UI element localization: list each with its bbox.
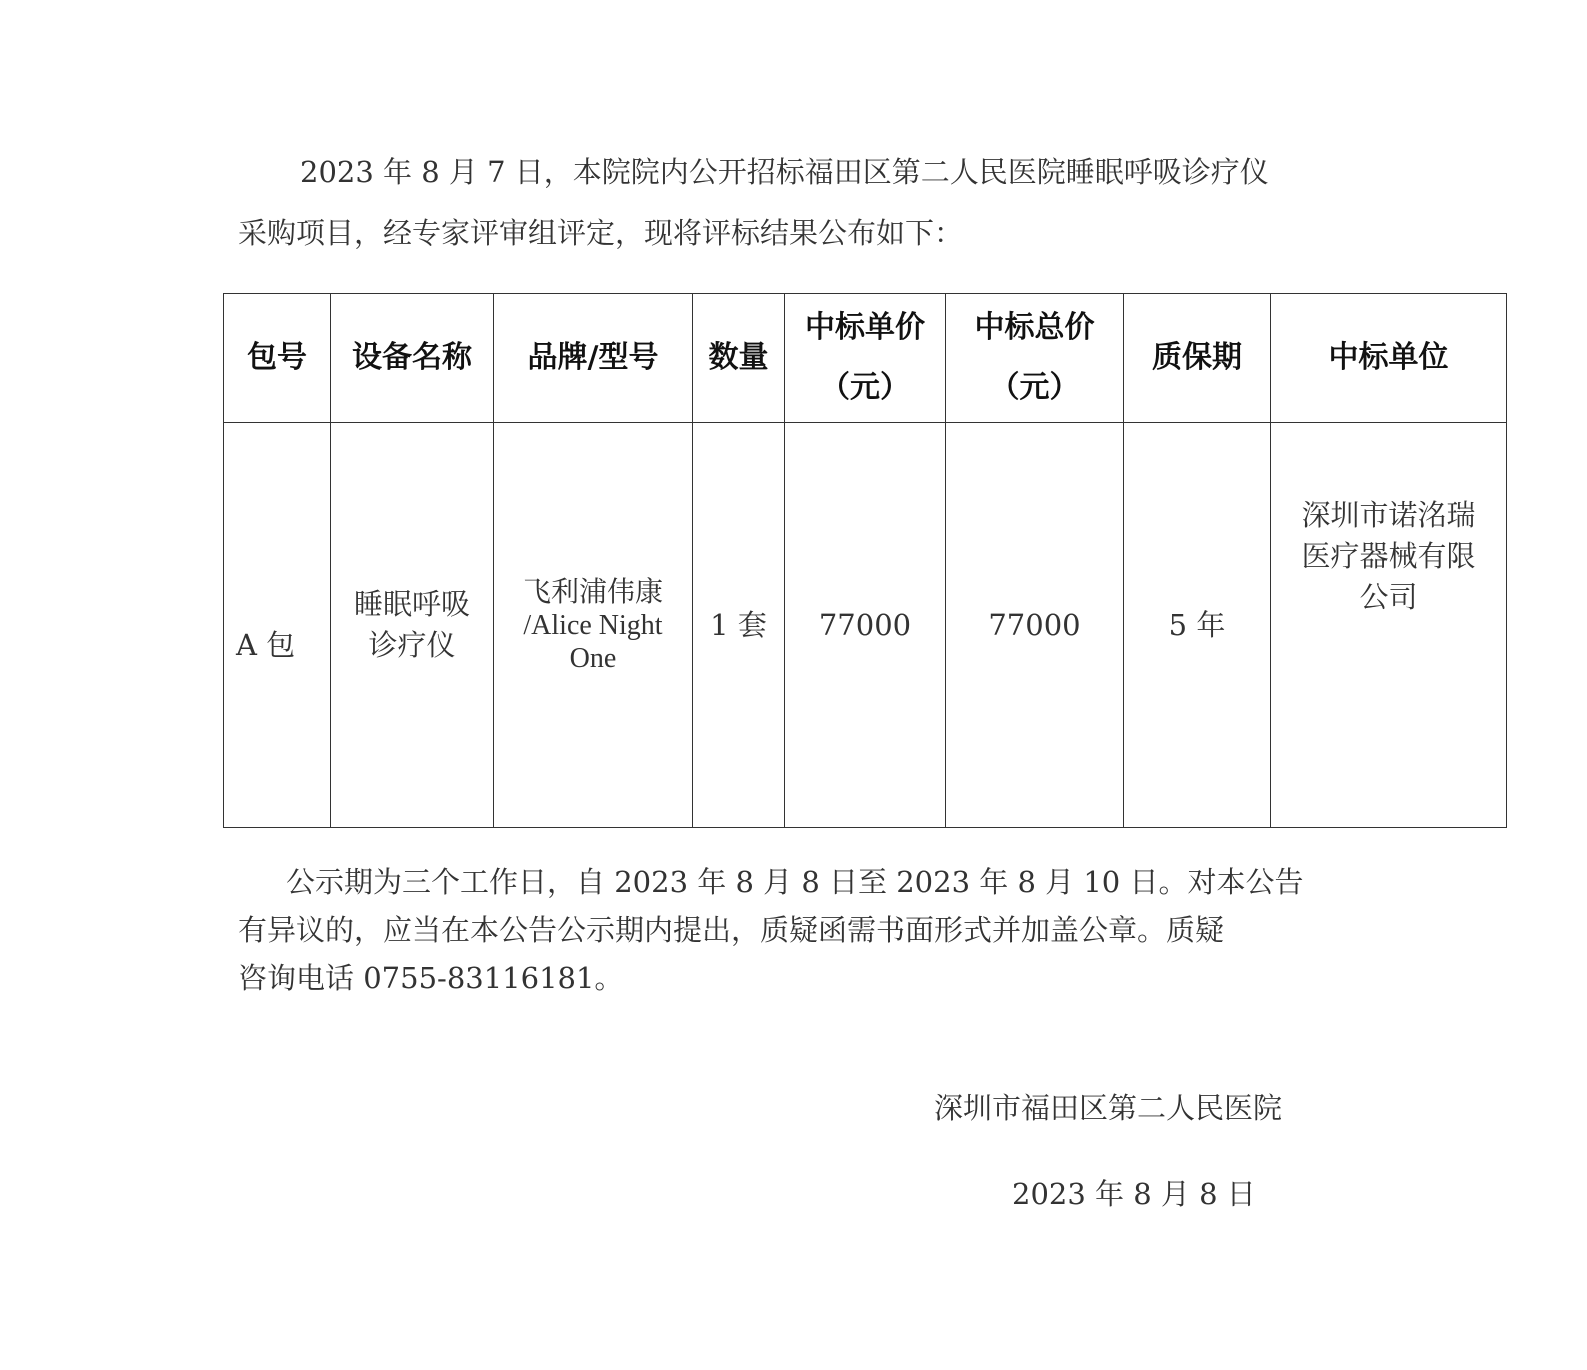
- intro-line-2: 采购项目，经专家评审组评定，现将评标结果公布如下：: [238, 216, 964, 250]
- cell-unit-price: 77000: [785, 423, 946, 828]
- notice-line-1: 公示期为三个工作日，自 2023 年 8 月 8 日至 2023 年 8 月 10 日。对本公告: [286, 865, 1304, 899]
- signature-date: 2023 年 8 月 8 日: [1012, 1177, 1256, 1211]
- header-quantity: 数量: [693, 294, 785, 423]
- header-brand-model: 品牌/型号: [494, 294, 693, 423]
- notice-line-2: 有异议的，应当在本公告公示期内提出，质疑函需书面形式并加盖公章。质疑: [238, 913, 1225, 947]
- bid-result-table: [223, 293, 1507, 828]
- notice-paragraph: [238, 858, 1303, 1002]
- header-unit-price: 中标单价 （元）: [785, 294, 946, 423]
- notice-line-3: 咨询电话 0755-83116181。: [238, 961, 624, 995]
- cell-brand-model: 飞利浦伟康 /Alice Night One: [494, 423, 693, 828]
- header-warranty: 质保期: [1124, 294, 1271, 423]
- intro-paragraph: [238, 142, 1269, 264]
- intro-line-1: 2023 年 8 月 7 日，本院院内公开招标福田区第二人民医院睡眠呼吸诊疗仪: [300, 155, 1269, 189]
- header-winner: 中标单位: [1271, 294, 1507, 423]
- signature-hospital: 深圳市福田区第二人民医院: [934, 1091, 1283, 1125]
- header-package: 包号: [224, 294, 331, 423]
- cell-total-price: 77000: [946, 423, 1124, 828]
- cell-quantity: 1 套: [693, 423, 785, 828]
- cell-device-name: 睡眠呼吸 诊疗仪: [331, 423, 494, 828]
- cell-warranty: 5 年: [1124, 423, 1271, 828]
- header-device-name: 设备名称: [331, 294, 494, 423]
- header-total-price: 中标总价 （元）: [946, 294, 1124, 423]
- table-row: [224, 423, 1507, 828]
- cell-winner: 深圳市诺洺瑞 医疗器械有限 公司: [1271, 423, 1507, 828]
- table-header-row: [224, 294, 1507, 423]
- cell-package: A 包: [224, 423, 331, 828]
